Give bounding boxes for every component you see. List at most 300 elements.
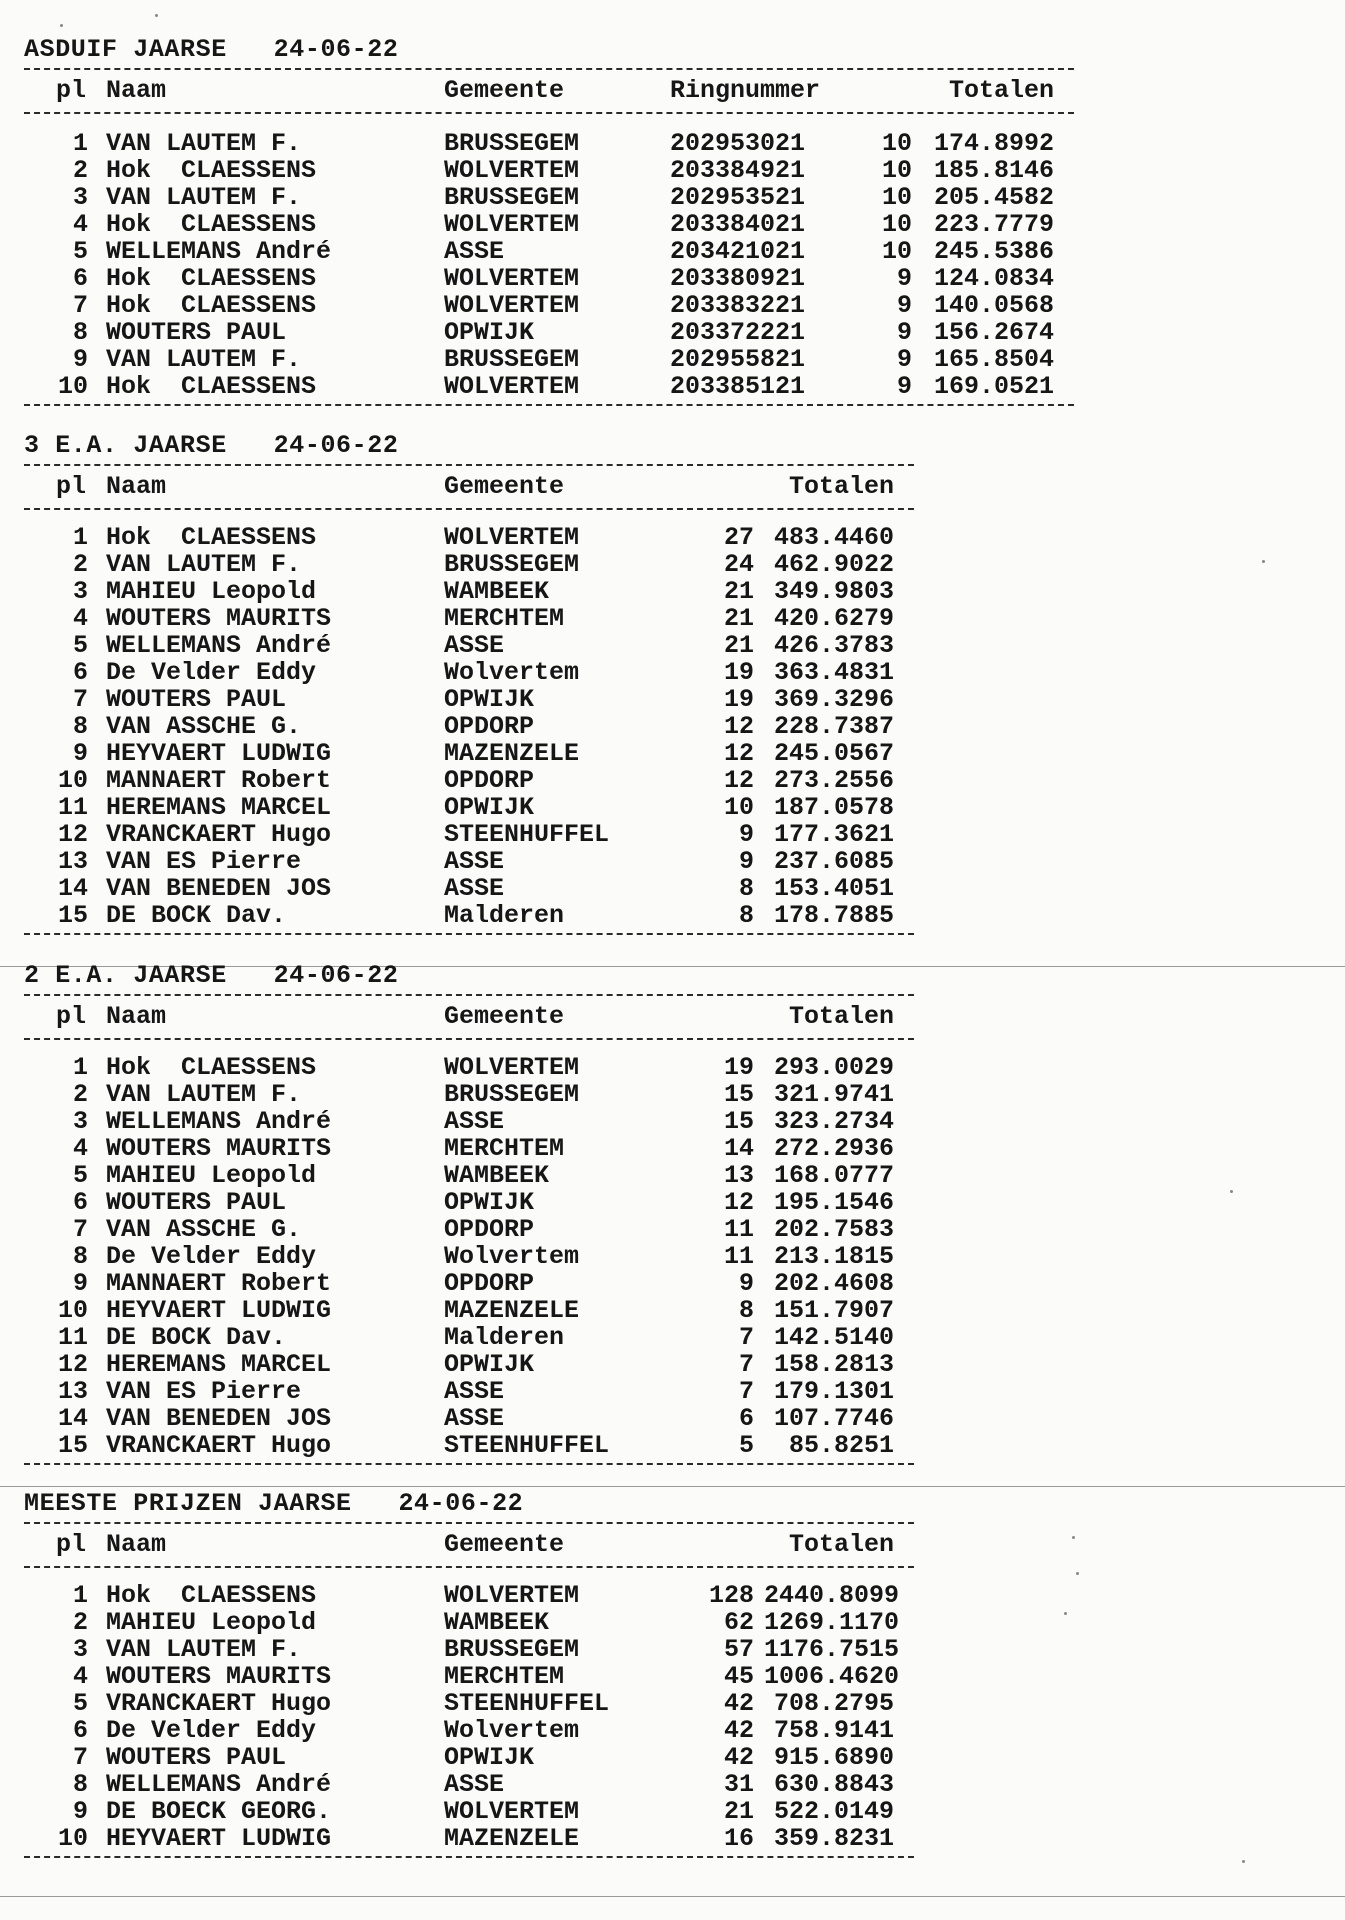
section-title: 3 E.A. JAARSE 24-06-22 — [24, 431, 399, 460]
header-ringnummer: Ringnummer — [670, 76, 821, 105]
cell-aantal: 27 — [723, 523, 754, 552]
result-rows — [24, 1582, 914, 1852]
cell-ringnummer: 203384921 — [670, 156, 806, 185]
cell-totaal: 323.2734 — [773, 1107, 894, 1136]
cell-totaal: 369.3296 — [773, 685, 894, 714]
cell-aantal: 15 — [723, 1080, 754, 1109]
table-row — [24, 292, 1074, 319]
cell-gemeente: BRUSSEGEM — [444, 183, 580, 212]
cell-aantal: 10 — [881, 156, 912, 185]
cell-aantal: 9 — [896, 264, 912, 293]
table-row — [24, 1744, 914, 1771]
cell-totaal: 237.6085 — [773, 847, 894, 876]
dashed-divider — [24, 112, 1074, 114]
cell-aantal: 42 — [723, 1716, 754, 1745]
cell-pl: 6 — [72, 264, 88, 293]
cell-aantal: 9 — [738, 1269, 754, 1298]
cell-gemeente: ASSE — [444, 874, 505, 903]
cell-totaal: 168.0777 — [773, 1161, 894, 1190]
cell-gemeente: STEENHUFFEL — [444, 820, 610, 849]
cell-naam: HEREMANS MARCEL — [106, 1350, 332, 1379]
cell-naam: MAHIEU Leopold — [106, 1161, 317, 1190]
cell-naam: Hok CLAESSENS — [106, 1581, 317, 1610]
cell-gemeente: MAZENZELE — [444, 739, 580, 768]
dashed-divider — [24, 68, 1074, 70]
cell-gemeente: OPDORP — [444, 1269, 535, 1298]
cell-aantal: 9 — [738, 820, 754, 849]
cell-naam: HEYVAERT LUDWIG — [106, 739, 332, 768]
cell-totaal: 420.6279 — [773, 604, 894, 633]
dashed-divider — [24, 464, 914, 466]
result-rows — [24, 524, 914, 929]
cell-totaal: 426.3783 — [773, 631, 894, 660]
table-row — [24, 632, 914, 659]
cell-ringnummer: 202953521 — [670, 183, 806, 212]
cell-gemeente: OPWIJK — [444, 1350, 535, 1379]
cell-gemeente: BRUSSEGEM — [444, 129, 580, 158]
cell-gemeente: ASSE — [444, 1770, 505, 1799]
cell-totaal: 140.0568 — [933, 291, 1054, 320]
cell-ringnummer: 203421021 — [670, 237, 806, 266]
table-row — [24, 1378, 914, 1405]
cell-naam: WOUTERS PAUL — [106, 685, 287, 714]
table-row — [24, 605, 914, 632]
header-pl: pl — [56, 1002, 87, 1031]
cell-aantal: 7 — [738, 1377, 754, 1406]
cell-gemeente: BRUSSEGEM — [444, 345, 580, 374]
cell-ringnummer: 202953021 — [670, 129, 806, 158]
cell-pl: 14 — [57, 874, 88, 903]
cell-aantal: 15 — [723, 1107, 754, 1136]
cell-totaal: 321.9741 — [773, 1080, 894, 1109]
cell-naam: VAN LAUTEM F. — [106, 550, 302, 579]
header-pl: pl — [56, 472, 87, 501]
cell-pl: 4 — [72, 1662, 88, 1691]
cell-totaal: 174.8992 — [933, 129, 1054, 158]
cell-aantal: 6 — [738, 1404, 754, 1433]
header-totalen: Totalen — [788, 472, 894, 501]
cell-naam: HEYVAERT LUDWIG — [106, 1824, 332, 1853]
section-asduif-jaarse — [24, 36, 1074, 410]
cell-pl: 10 — [57, 1824, 88, 1853]
table-row — [24, 902, 914, 929]
table-row — [24, 265, 1074, 292]
cell-aantal: 57 — [723, 1635, 754, 1664]
header-gemeente: Gemeente — [444, 1530, 565, 1559]
header-naam: Naam — [106, 1530, 167, 1559]
scan-speck — [60, 24, 63, 27]
cell-totaal: 293.0029 — [773, 1053, 894, 1082]
section-3ea-jaarse — [24, 432, 914, 939]
cell-naam: VRANCKAERT Hugo — [106, 1431, 332, 1460]
table-row — [24, 1189, 914, 1216]
cell-totaal: 1269.1170 — [764, 1608, 900, 1637]
table-row — [24, 1825, 914, 1852]
cell-gemeente: ASSE — [444, 631, 505, 660]
cell-aantal: 21 — [723, 604, 754, 633]
cell-totaal: 245.5386 — [933, 237, 1054, 266]
cell-totaal: 273.2556 — [773, 766, 894, 795]
cell-aantal: 19 — [723, 1053, 754, 1082]
dashed-divider — [24, 1856, 914, 1858]
section-meeste-prijzen — [24, 1490, 914, 1862]
cell-pl: 9 — [72, 1269, 88, 1298]
cell-naam: MAHIEU Leopold — [106, 577, 317, 606]
cell-naam: Hok CLAESSENS — [106, 264, 317, 293]
scan-page-edge — [0, 1896, 1345, 1897]
header-totalen: Totalen — [788, 1002, 894, 1031]
cell-pl: 10 — [57, 372, 88, 401]
cell-gemeente: WOLVERTEM — [444, 523, 580, 552]
cell-pl: 12 — [57, 820, 88, 849]
cell-totaal: 363.4831 — [773, 658, 894, 687]
cell-aantal: 13 — [723, 1161, 754, 1190]
cell-ringnummer: 203384021 — [670, 210, 806, 239]
table-row — [24, 238, 1074, 265]
cell-naam: WOUTERS MAURITS — [106, 1134, 332, 1163]
table-row — [24, 848, 914, 875]
table-row — [24, 524, 914, 551]
table-row — [24, 1798, 914, 1825]
cell-aantal: 24 — [723, 550, 754, 579]
cell-gemeente: WOLVERTEM — [444, 1581, 580, 1610]
cell-totaal: 124.0834 — [933, 264, 1054, 293]
cell-pl: 7 — [72, 1743, 88, 1772]
cell-aantal: 21 — [723, 577, 754, 606]
cell-pl: 7 — [72, 291, 88, 320]
cell-aantal: 10 — [881, 237, 912, 266]
cell-naam: DE BOECK GEORG. — [106, 1797, 332, 1826]
column-headers — [24, 1000, 914, 1034]
cell-naam: Hok CLAESSENS — [106, 523, 317, 552]
cell-totaal: 202.4608 — [773, 1269, 894, 1298]
table-row — [24, 1351, 914, 1378]
cell-aantal: 31 — [723, 1770, 754, 1799]
cell-totaal: 359.8231 — [773, 1824, 894, 1853]
table-row — [24, 686, 914, 713]
cell-aantal: 19 — [723, 685, 754, 714]
cell-pl: 1 — [72, 523, 88, 552]
cell-pl: 1 — [72, 1581, 88, 1610]
cell-pl: 4 — [72, 210, 88, 239]
cell-naam: MANNAERT Robert — [106, 1269, 332, 1298]
table-row — [24, 184, 1074, 211]
cell-naam: De Velder Eddy — [106, 1716, 317, 1745]
cell-pl: 5 — [72, 631, 88, 660]
cell-gemeente: Malderen — [444, 1323, 565, 1352]
cell-aantal: 5 — [738, 1431, 754, 1460]
cell-naam: VAN LAUTEM F. — [106, 129, 302, 158]
cell-totaal: 708.2795 — [773, 1689, 894, 1718]
cell-naam: VAN LAUTEM F. — [106, 1080, 302, 1109]
cell-naam: HEREMANS MARCEL — [106, 793, 332, 822]
cell-naam: HEYVAERT LUDWIG — [106, 1296, 332, 1325]
cell-naam: WOUTERS PAUL — [106, 1743, 287, 1772]
cell-naam: VAN LAUTEM F. — [106, 183, 302, 212]
cell-totaal: 758.9141 — [773, 1716, 894, 1745]
cell-gemeente: WOLVERTEM — [444, 156, 580, 185]
cell-naam: De Velder Eddy — [106, 1242, 317, 1271]
cell-gemeente: STEENHUFFEL — [444, 1689, 610, 1718]
cell-totaal: 223.7779 — [933, 210, 1054, 239]
column-headers — [24, 470, 914, 504]
cell-totaal: 1176.7515 — [764, 1635, 900, 1664]
cell-aantal: 11 — [723, 1242, 754, 1271]
cell-totaal: 349.9803 — [773, 577, 894, 606]
cell-totaal: 462.9022 — [773, 550, 894, 579]
cell-aantal: 21 — [723, 631, 754, 660]
cell-naam: Hok CLAESSENS — [106, 210, 317, 239]
cell-pl: 5 — [72, 1161, 88, 1190]
cell-naam: WELLEMANS André — [106, 1770, 332, 1799]
cell-aantal: 9 — [896, 318, 912, 347]
cell-aantal: 62 — [723, 1608, 754, 1637]
cell-gemeente: WOLVERTEM — [444, 1053, 580, 1082]
cell-naam: VAN ASSCHE G. — [106, 1215, 302, 1244]
cell-aantal: 7 — [738, 1350, 754, 1379]
cell-totaal: 107.7746 — [773, 1404, 894, 1433]
cell-aantal: 19 — [723, 658, 754, 687]
cell-gemeente: WAMBEEK — [444, 1608, 550, 1637]
header-gemeente: Gemeente — [444, 472, 565, 501]
cell-aantal: 12 — [723, 712, 754, 741]
cell-gemeente: OPWIJK — [444, 1188, 535, 1217]
table-row — [24, 1432, 914, 1459]
cell-gemeente: WOLVERTEM — [444, 1797, 580, 1826]
table-row — [24, 1270, 914, 1297]
scan-speck — [1230, 1190, 1233, 1193]
table-row — [24, 740, 914, 767]
cell-naam: De Velder Eddy — [106, 658, 317, 687]
cell-totaal: 179.1301 — [773, 1377, 894, 1406]
section-title: MEESTE PRIJZEN JAARSE 24-06-22 — [24, 1489, 524, 1518]
cell-ringnummer: 202955821 — [670, 345, 806, 374]
cell-naam: VAN ES Pierre — [106, 847, 302, 876]
cell-aantal: 12 — [723, 739, 754, 768]
cell-gemeente: OPDORP — [444, 1215, 535, 1244]
cell-gemeente: BRUSSEGEM — [444, 1080, 580, 1109]
cell-naam: VAN ASSCHE G. — [106, 712, 302, 741]
cell-totaal: 195.1546 — [773, 1188, 894, 1217]
cell-naam: WELLEMANS André — [106, 1107, 332, 1136]
cell-pl: 1 — [72, 1053, 88, 1082]
header-naam: Naam — [106, 472, 167, 501]
cell-totaal: 169.0521 — [933, 372, 1054, 401]
cell-aantal: 10 — [881, 183, 912, 212]
cell-totaal: 522.0149 — [773, 1797, 894, 1826]
cell-gemeente: OPWIJK — [444, 793, 535, 822]
scan-speck — [1064, 1612, 1067, 1615]
table-row — [24, 1216, 914, 1243]
cell-totaal: 483.4460 — [773, 523, 894, 552]
table-row — [24, 578, 914, 605]
cell-aantal: 42 — [723, 1689, 754, 1718]
dashed-divider — [24, 994, 914, 996]
table-row — [24, 1081, 914, 1108]
cell-totaal: 2440.8099 — [764, 1581, 900, 1610]
table-row — [24, 1663, 914, 1690]
cell-pl: 6 — [72, 658, 88, 687]
table-row — [24, 346, 1074, 373]
cell-gemeente: Wolvertem — [444, 1242, 580, 1271]
cell-aantal: 9 — [738, 847, 754, 876]
dashed-divider — [24, 1463, 914, 1465]
cell-naam: WOUTERS PAUL — [106, 318, 287, 347]
cell-pl: 9 — [72, 345, 88, 374]
cell-totaal: 178.7885 — [773, 901, 894, 930]
cell-gemeente: MERCHTEM — [444, 604, 565, 633]
cell-gemeente: ASSE — [444, 1377, 505, 1406]
table-row — [24, 1054, 914, 1081]
table-row — [24, 1717, 914, 1744]
cell-pl: 2 — [72, 1608, 88, 1637]
cell-gemeente: BRUSSEGEM — [444, 550, 580, 579]
cell-pl: 10 — [57, 766, 88, 795]
cell-ringnummer: 203380921 — [670, 264, 806, 293]
cell-totaal: 153.4051 — [773, 874, 894, 903]
table-row — [24, 1690, 914, 1717]
cell-aantal: 14 — [723, 1134, 754, 1163]
section-2ea-jaarse — [24, 962, 914, 1469]
table-row — [24, 1108, 914, 1135]
cell-aantal: 16 — [723, 1824, 754, 1853]
cell-pl: 2 — [72, 550, 88, 579]
cell-naam: VAN ES Pierre — [106, 1377, 302, 1406]
cell-aantal: 9 — [896, 291, 912, 320]
cell-pl: 15 — [57, 1431, 88, 1460]
cell-pl: 3 — [72, 183, 88, 212]
cell-naam: MAHIEU Leopold — [106, 1608, 317, 1637]
table-row — [24, 1405, 914, 1432]
result-rows — [24, 130, 1074, 400]
cell-naam: WELLEMANS André — [106, 631, 332, 660]
cell-aantal: 8 — [738, 901, 754, 930]
table-row — [24, 1771, 914, 1798]
cell-totaal: 187.0578 — [773, 793, 894, 822]
table-row — [24, 1135, 914, 1162]
cell-ringnummer: 203372221 — [670, 318, 806, 347]
cell-gemeente: WOLVERTEM — [444, 291, 580, 320]
cell-totaal: 213.1815 — [773, 1242, 894, 1271]
cell-naam: WELLEMANS André — [106, 237, 332, 266]
cell-naam: WOUTERS MAURITS — [106, 604, 332, 633]
cell-pl: 2 — [72, 156, 88, 185]
cell-pl: 9 — [72, 739, 88, 768]
cell-pl: 6 — [72, 1188, 88, 1217]
cell-totaal: 156.2674 — [933, 318, 1054, 347]
result-rows — [24, 1054, 914, 1459]
cell-gemeente: ASSE — [444, 847, 505, 876]
cell-gemeente: MAZENZELE — [444, 1824, 580, 1853]
cell-aantal: 10 — [881, 129, 912, 158]
cell-naam: MANNAERT Robert — [106, 766, 332, 795]
cell-pl: 13 — [57, 847, 88, 876]
section-title: ASDUIF JAARSE 24-06-22 — [24, 35, 399, 64]
header-naam: Naam — [106, 1002, 167, 1031]
cell-pl: 3 — [72, 577, 88, 606]
scan-speck — [155, 14, 158, 17]
cell-pl: 12 — [57, 1350, 88, 1379]
cell-totaal: 272.2936 — [773, 1134, 894, 1163]
cell-totaal: 630.8843 — [773, 1770, 894, 1799]
table-row — [24, 130, 1074, 157]
cell-aantal: 128 — [708, 1581, 754, 1610]
cell-gemeente: STEENHUFFEL — [444, 1431, 610, 1460]
column-headers — [24, 1528, 914, 1562]
dashed-divider — [24, 1038, 914, 1040]
table-row — [24, 713, 914, 740]
cell-gemeente: OPWIJK — [444, 318, 535, 347]
cell-pl: 10 — [57, 1296, 88, 1325]
cell-aantal: 7 — [738, 1323, 754, 1352]
cell-gemeente: WOLVERTEM — [444, 372, 580, 401]
table-row — [24, 875, 914, 902]
section-title: 2 E.A. JAARSE 24-06-22 — [24, 961, 399, 990]
cell-pl: 13 — [57, 1377, 88, 1406]
cell-naam: VRANCKAERT Hugo — [106, 820, 332, 849]
cell-gemeente: WAMBEEK — [444, 577, 550, 606]
cell-gemeente: Malderen — [444, 901, 565, 930]
cell-ringnummer: 203385121 — [670, 372, 806, 401]
cell-gemeente: OPWIJK — [444, 685, 535, 714]
cell-gemeente: ASSE — [444, 1404, 505, 1433]
cell-gemeente: WAMBEEK — [444, 1161, 550, 1190]
cell-naam: VAN LAUTEM F. — [106, 345, 302, 374]
cell-aantal: 9 — [896, 372, 912, 401]
cell-pl: 8 — [72, 318, 88, 347]
cell-aantal: 21 — [723, 1797, 754, 1826]
table-row — [24, 1636, 914, 1663]
cell-pl: 7 — [72, 1215, 88, 1244]
cell-pl: 3 — [72, 1635, 88, 1664]
column-headers — [24, 74, 1074, 108]
cell-naam: WOUTERS PAUL — [106, 1188, 287, 1217]
cell-naam: DE BOCK Dav. — [106, 1323, 287, 1352]
cell-pl: 4 — [72, 1134, 88, 1163]
cell-naam: Hok CLAESSENS — [106, 1053, 317, 1082]
table-row — [24, 211, 1074, 238]
table-row — [24, 659, 914, 686]
cell-totaal: 915.6890 — [773, 1743, 894, 1772]
cell-totaal: 228.7387 — [773, 712, 894, 741]
cell-aantal: 42 — [723, 1743, 754, 1772]
cell-gemeente: Wolvertem — [444, 658, 580, 687]
cell-totaal: 165.8504 — [933, 345, 1054, 374]
table-row — [24, 1297, 914, 1324]
cell-gemeente: OPDORP — [444, 712, 535, 741]
cell-gemeente: MAZENZELE — [444, 1296, 580, 1325]
cell-aantal: 12 — [723, 766, 754, 795]
table-row — [24, 1582, 914, 1609]
cell-pl: 11 — [57, 793, 88, 822]
cell-pl: 15 — [57, 901, 88, 930]
cell-pl: 5 — [72, 237, 88, 266]
cell-aantal: 11 — [723, 1215, 754, 1244]
cell-aantal: 10 — [723, 793, 754, 822]
cell-gemeente: ASSE — [444, 1107, 505, 1136]
cell-gemeente: MERCHTEM — [444, 1662, 565, 1691]
cell-pl: 4 — [72, 604, 88, 633]
cell-pl: 9 — [72, 1797, 88, 1826]
table-row — [24, 319, 1074, 346]
cell-pl: 1 — [72, 129, 88, 158]
header-naam: Naam — [106, 76, 167, 105]
header-totalen: Totalen — [788, 1530, 894, 1559]
cell-naam: Hok CLAESSENS — [106, 291, 317, 320]
header-gemeente: Gemeente — [444, 1002, 565, 1031]
table-row — [24, 821, 914, 848]
header-pl: pl — [56, 1530, 87, 1559]
